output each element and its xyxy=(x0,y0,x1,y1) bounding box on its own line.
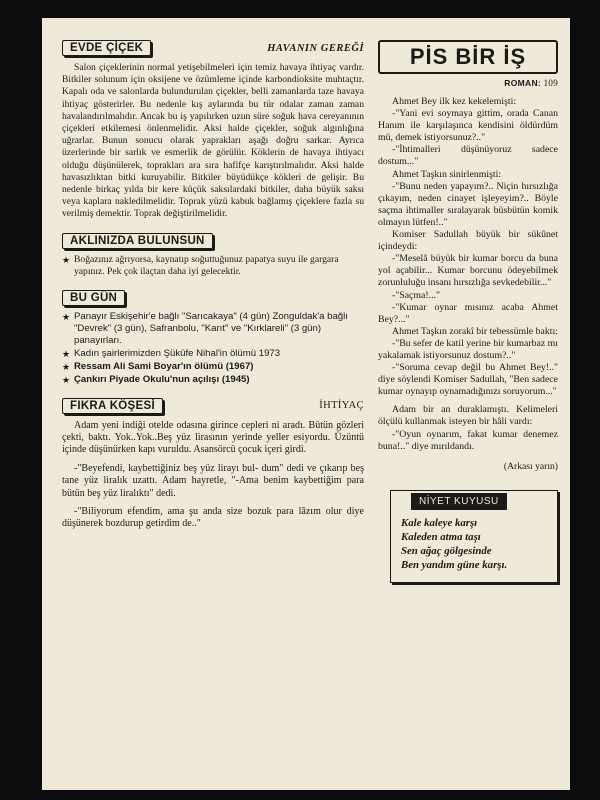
story-paragraph: -"Bu sefer de katil yerine bir kumarbaz mı yakalamak istiyorsunuz dostum?.." xyxy=(378,337,558,361)
continued-note: (Arkası yarın) xyxy=(503,460,558,472)
left-column xyxy=(62,40,364,531)
evde-cicek-header xyxy=(62,40,364,56)
roman-episode: 109 xyxy=(543,78,558,88)
fikra-paragraph: Adam yeni indiği otelde odasına girince cepleri ni aradı. Bütün gözleri çekti, baktı. Yok..Yok..Beş yüz lirasının yerinde yeller esiyordu. Üzüntü içinde düşünürken kapı vuruldu. Asansörcü çocuk içeri girdi. xyxy=(62,419,364,456)
niyet-kuyusu-box xyxy=(390,490,558,583)
story-paragraph: -"İhtimalleri düşünüyoruz sadece dostum..." xyxy=(378,144,558,168)
bugun-item: ★ Ressam Ali Sami Boyar'ın ölümü (1967) xyxy=(62,361,364,373)
story-paragraph: Ahmet Taşkın sinirlenmişti: xyxy=(392,168,502,180)
story-paragraph: -"Saçma!..." xyxy=(392,289,440,301)
aklinizda-title: AKLINIZDA BULUNSUN xyxy=(62,233,213,249)
niyet-line: Ben yandım güne karşı. xyxy=(401,558,508,571)
bugun-item: ★ Kadın şairlerimizden Şüküfe Nihal'in ölümü 1973 xyxy=(62,348,364,360)
niyet-line: Sen ağaç gölgesinde xyxy=(401,544,492,557)
evde-cicek-subtitle: HAVANIN GEREĞİ xyxy=(267,42,364,54)
fikra-paragraph: -"Biliyorum efendim, ama şu anda size bozuk para lâzım olur diye düşünerek bozdurup getirdim de.." xyxy=(62,506,364,530)
story-paragraph: -"Kumar oynar mısınız acaba Ahmet Bey?..." xyxy=(378,301,558,325)
bugun-section xyxy=(62,288,364,386)
story-paragraph: Adam bir an duraklamıştı. Kelimeleri ölçülü kullanmak isteyen bir hâli vardı: xyxy=(378,404,558,428)
bugun-item: ★ Çankırı Piyade Okulu'nun açılışı (1945) xyxy=(62,374,364,386)
roman-label: ROMAN: xyxy=(504,78,542,88)
fikra-paragraph: -"Beyefendi, kaybettiğiniz beş yüz lirayı bul- dum" dedi ve çıkarıp beş tane yüz liralık uzattı. Adam hayretle, "-Ama benim kaybettiğim para bütün beş yüz liralıktı" dedi. xyxy=(62,462,364,499)
right-column xyxy=(378,40,558,583)
story-paragraph: -"Yani evi soymaya gittim, orada Canan Hanım ile karşılaşınca kendisini öldürdüm mü, demek istiyorsunuz?.." xyxy=(378,108,558,144)
fikra-tag: İHTİYAÇ xyxy=(319,400,364,412)
niyet-line: Kale kaleye karşı xyxy=(401,516,478,529)
bugun-item: ★ Panayır Eskişehir'e bağlı "Sarıcakaya" (4 gün) Zonguldak'a bağlı "Devrek" (3 gün), Safranbolu, "Karıt" ve "Kırklareli" (3 gün) panayırları. xyxy=(62,311,364,347)
story-paragraph: -"Oyun oynarım, fakat kumar denemez buna!.." diye mırıldandı. xyxy=(378,428,558,452)
story-paragraph: -"Meselâ büyük bir kumar borcu da buna yol açabilir... Kumar borcunu ödeyebilmek zorunluluğu insanı hırsızlığa sevkedebilir..." xyxy=(378,253,558,289)
fikra-title: FIKRA KÖŞESİ xyxy=(62,398,163,414)
story-paragraph: Komiser Sadullah büyük bir sükûnet içindeydi: xyxy=(378,229,558,253)
bugun-title: BU GÜN xyxy=(62,290,125,306)
story-paragraph: -"Bunu neden yapayım?.. Niçin hırsızlığa çıkayım, neden cinayet işleyeyim?.. Böyle saçma ihtimaller sıralayarak büsbütün komik olmayın lütfen!.." xyxy=(378,180,558,228)
niyet-kuyusu-title: NİYET KUYUSU xyxy=(411,493,507,510)
story-paragraph: Ahmet Bey ilk kez kekelemişti: xyxy=(392,96,517,107)
aklinizda-item: ★ Boğazınız ağrıyorsa, kaynatıp soğuttuğunuz papatya suyu ile gargara yapınız. Pek çok ilaçtan daha iyi gelecektir. xyxy=(62,254,364,278)
serial-story xyxy=(378,96,558,453)
serial-title: PİS BİR İŞ xyxy=(378,40,558,74)
niyet-line: Kaleden atma taşı xyxy=(401,530,481,543)
evde-cicek-text: Salon çiçeklerinin normal yetişebilmeleri için temiz havaya ihtiyaç vardır. Bitkiler solunum için oksijene ve özümleme içinde karbondioksite muhtaçtır. Kapalı oda ve salonlarda bulundurulan çiçekler, belli zamanlarda taze havaya ihtiyaç gösterirler. Bu nedenle kış aylarında bu tür odalar zaman zaman havalandırılmalıdır. Ancak bu iş yapılırken uzun süre soğuk hava cereyanının çiçekleri etkilemesi önlenmelidir. Aksi halde çiçekler, soğuk algınlığına uğrarlar. Bunun sonucu olarak yaprakları aşağı doğru sarkar. Ayrıca üzerlerinde bir sarlık ve esmerlik de görülür. Köklerin de havaya ihtiyacı olduğu düşünülerek, toprakları ara sıra hafifçe karıştırılmalıdır. Aksi halde havasızlıktan bitki kuruyabilir. Bitkiler büyüdükçe kökleri de gelişir. Bu nedenle birkaç yılda bir kere küçük saksılardaki bitkiler, daha büyük saksı veya kaplara nakledilmelidir. Toprak yüzü kabuk bağlamış çiçeklere fazla su verilmiş demektir. Toprak değiştirilmelidir. xyxy=(62,62,364,220)
fikra-header xyxy=(62,398,364,414)
fikra-body xyxy=(62,420,364,531)
evde-cicek-title: EVDE ÇİÇEK xyxy=(62,40,151,56)
roman-number xyxy=(378,78,558,88)
story-paragraph: -"Soruma cevap değil bu Ahmet Bey!.." diye söylendi Komiser Sadullah, "Ben sadece kumar oynayıp oynamadığınızı soruyorum..." xyxy=(378,362,558,398)
aklinizda-section xyxy=(62,231,364,278)
story-paragraph: Ahmet Taşkın zorakî bir tebessümle baktı: xyxy=(392,325,558,337)
newspaper-clipping xyxy=(42,18,570,790)
